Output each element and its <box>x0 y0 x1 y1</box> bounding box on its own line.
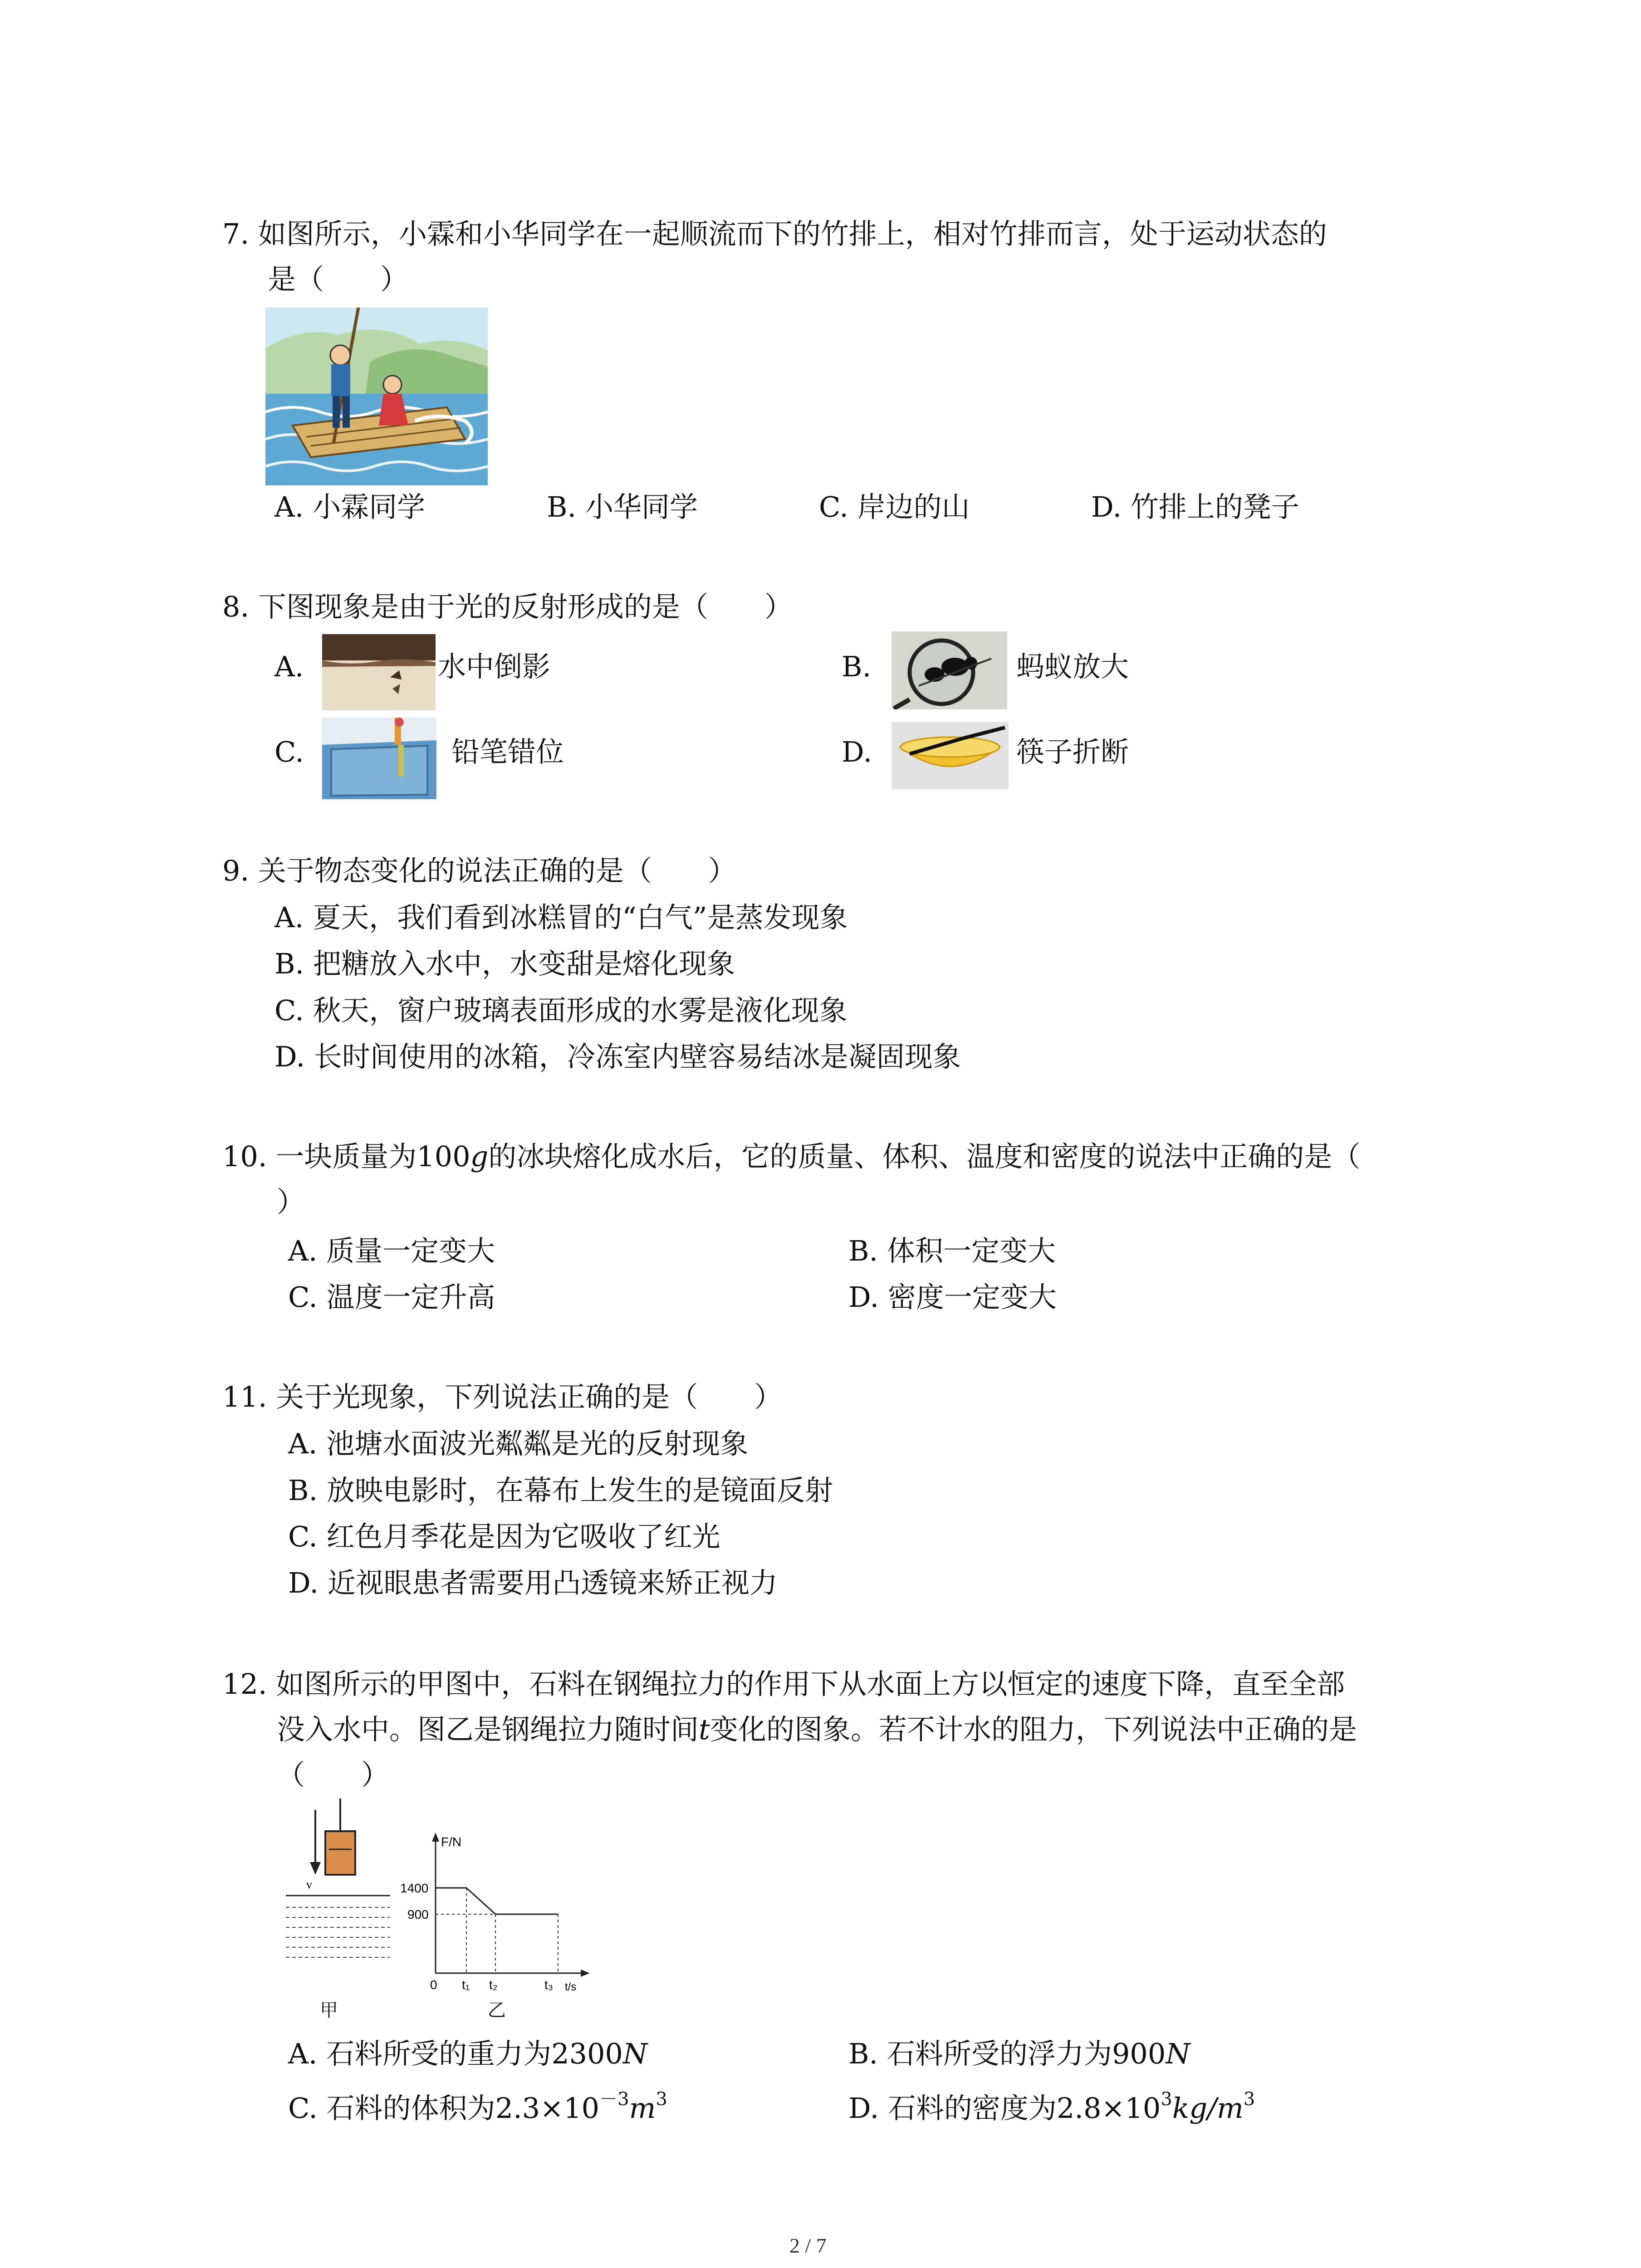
q12-t2: t₂ <box>489 1978 498 1991</box>
q7-option-c[interactable]: C. 岸边的山 <box>819 490 970 523</box>
q7-raft-illustration <box>265 308 488 485</box>
q12-force-curve <box>436 1888 558 1914</box>
q12-option-a-value: 2300 <box>551 2037 623 2070</box>
q12-option-d-exponent: 3 <box>1161 2089 1172 2110</box>
q12-xlabel: t/s <box>565 1981 577 1991</box>
q12-velocity-label: v <box>306 1878 312 1891</box>
q12-stem-line3: （ ） <box>277 1758 390 1791</box>
q7-stem-line1: 7. 如图所示，小霖和小华同学在一起顺流而下的竹排上，相对竹排而言，处于运动状态的 <box>222 217 1327 250</box>
q10-option-b[interactable]: B. 体积一定变大 <box>848 1234 1056 1267</box>
q8-magnifier-photo <box>892 631 1007 709</box>
q8-stem: 8. 下图现象是由于光的反射形成的是（ ） <box>222 590 793 623</box>
q8-option-c-text: 铅笔错位 <box>451 735 564 768</box>
q10-mass-value: 100 <box>416 1140 470 1173</box>
q10-stem-line1 <box>222 1139 1360 1174</box>
q8-option-c-letter[interactable]: C. <box>274 735 304 768</box>
q8-reflection-photo <box>322 634 436 710</box>
q10-mass-unit: g <box>470 1140 489 1173</box>
q12-option-d-value: 2.8×10 <box>1056 2092 1161 2125</box>
q8-chopstick-photo <box>892 722 1009 789</box>
q12-origin: 0 <box>430 1978 437 1991</box>
q12-option-c-exponent: －3 <box>599 2089 629 2110</box>
q9-option-a[interactable]: A. 夏天，我们看到冰糕冒的“白气”是蒸发现象 <box>274 901 848 934</box>
q8-option-a-letter[interactable]: A. <box>274 650 304 683</box>
q12-figure-jia-label: 甲 <box>320 2000 338 2021</box>
q11-option-d[interactable]: D. 近视眼患者需要用凸透镜来矫正视力 <box>288 1566 778 1599</box>
q12-option-c-value: 2.3×10 <box>495 2092 600 2125</box>
q11-stem: 11. 关于光现象，下列说法正确的是（ ） <box>222 1380 783 1413</box>
page-number: 2 / 7 <box>789 2234 827 2257</box>
q12-stem-text-a: 没入水中。图乙是钢绳拉力随时间 <box>277 1713 699 1746</box>
q12-option-c-text: C. 石料的体积为 <box>288 2092 495 2125</box>
q7-option-b[interactable]: B. 小华同学 <box>547 490 698 523</box>
q12-option-d-unit: kg/m <box>1172 2092 1244 2125</box>
q9-option-c[interactable]: C. 秋天，窗户玻璃表面形成的水雾是液化现象 <box>274 994 847 1027</box>
q12-option-b-value: 900 <box>1112 2037 1166 2070</box>
q12-force-time-graph <box>390 1828 594 1991</box>
q11-option-b[interactable]: B. 放映电影时，在幕布上发生的是镜面反射 <box>288 1474 833 1507</box>
q12-option-a-text: A. 石料所受的重力为 <box>288 2037 552 2070</box>
q12-t3: t₃ <box>544 1978 554 1991</box>
q10-option-a[interactable]: A. 质量一定变大 <box>288 1234 495 1267</box>
q12-option-d-text: D. 石料的密度为 <box>848 2092 1057 2125</box>
q8-option-d-letter[interactable]: D. <box>842 735 872 768</box>
q12-option-b[interactable] <box>848 2037 1190 2071</box>
q12-ylabel: F/N <box>441 1835 462 1849</box>
q10-stem-text-a: 10. 一块质量为 <box>222 1140 417 1173</box>
q12-option-c[interactable] <box>288 2091 667 2126</box>
q9-option-d[interactable]: D. 长时间使用的冰箱，冷冻室内壁容易结冰是凝固现象 <box>274 1040 961 1073</box>
q9-option-b[interactable]: B. 把糖放入水中，水变甜是熔化现象 <box>274 947 735 980</box>
q10-option-d[interactable]: D. 密度一定变大 <box>848 1281 1057 1314</box>
q12-ytick-1400: 1400 <box>400 1881 429 1895</box>
q7-option-d[interactable]: D. 竹排上的凳子 <box>1091 490 1299 523</box>
q12-stem-text-b: 变化的图象。若不计水的阻力，下列说法中正确的是 <box>710 1713 1357 1746</box>
q7-stem-line2: 是（ ） <box>268 263 409 296</box>
q12-option-a-unit: N <box>623 2037 648 2070</box>
q8-option-d-text: 筷子折断 <box>1016 735 1129 768</box>
q12-figure-jia <box>281 1799 395 1989</box>
q12-option-d[interactable] <box>848 2091 1255 2126</box>
q10-option-c[interactable]: C. 温度一定升高 <box>288 1281 495 1314</box>
q12-stem-line1: 12. 如图所示的甲图中，石料在钢绳拉力的作用下从水面上方以恒定的速度下降，直至全部 <box>222 1667 1345 1701</box>
q12-option-c-unit: m <box>629 2092 656 2125</box>
q12-t1: t₁ <box>462 1978 470 1991</box>
q12-option-a[interactable] <box>288 2037 647 2071</box>
q12-option-c-unit-exponent: 3 <box>656 2089 667 2110</box>
q10-stem-text-b: 的冰块熔化成水后，它的质量、体积、温度和密度的说法中正确的是（ <box>488 1140 1361 1173</box>
q11-option-a[interactable]: A. 池塘水面波光粼粼是光的反射现象 <box>288 1427 749 1460</box>
q12-stem-line2 <box>277 1712 1357 1747</box>
q12-option-b-unit: N <box>1166 2037 1190 2070</box>
q12-ytick-900: 900 <box>407 1907 429 1921</box>
q11-option-c[interactable]: C. 红色月季花是因为它吸收了红光 <box>288 1520 720 1553</box>
q12-time-symbol: t <box>699 1713 710 1746</box>
q8-option-b-letter[interactable]: B. <box>842 650 872 683</box>
q8-option-b-text: 蚂蚁放大 <box>1016 650 1129 683</box>
q12-figure-yi-label: 乙 <box>488 2000 506 2021</box>
q9-stem: 9. 关于物态变化的说法正确的是（ ） <box>222 854 736 887</box>
q8-pencil-photo <box>322 718 436 799</box>
q12-option-b-text: B. 石料所受的浮力为 <box>848 2037 1112 2070</box>
q8-option-a-text: 水中倒影 <box>438 650 551 683</box>
q12-option-d-unit-exponent: 3 <box>1243 2089 1255 2110</box>
q7-option-a[interactable]: A. 小霖同学 <box>274 490 426 523</box>
q10-stem-line2: ） <box>277 1185 305 1218</box>
